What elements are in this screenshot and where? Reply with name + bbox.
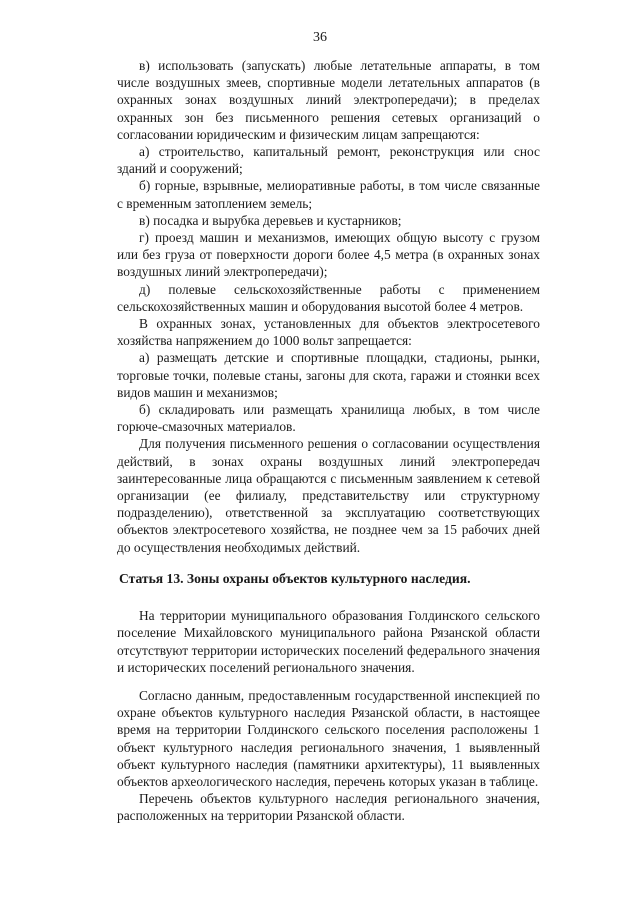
section-heading: Статья 13. Зоны охраны объектов культурного наследия. [119, 570, 471, 586]
paragraph-item-a-playgrounds: а) размещать детские и спортивные площадки, стадионы, рынки, торговые точки, полевые станы, загоны для скота, гаражи и стоянки всех видов машин и механизмов; [117, 350, 540, 400]
paragraph-written-decision: Для получения письменного решения о согласовании осуществления действий, в зонах охраны воздушных линий электропередач заинтересованные лица обращаются с письменным заявлением к сетевой организации (ее филиалу, представительству или структурному подразделению), ответственной за эксплуатацию соответствующих объектов электросетевого хозяйства, не позднее чем за 15 рабочих дней до осуществления необходимых действий. [117, 436, 540, 555]
paragraph-item-a-construction: а) строительство, капитальный ремонт, реконструкция или снос зданий и сооружений; [117, 144, 540, 177]
paragraph-inspection-data: Согласно данным, предоставленным государственной инспекцией по охране объектов культурного наследия Рязанской области, в настоящее время на территории Голдинского сельского поселения расположены 1 объект культурного наследия регионального значения, 1 выявленный объект культурного наследия (памятники архитектуры), 11 выявленных объектов археологического наследия, перечень которых указан в таблице. [117, 687, 540, 789]
paragraph-gap [117, 676, 540, 687]
paragraph-item-g-vehicles: г) проезд машин и механизмов, имеющих общую высоту с грузом или без груза от поверхности дороги более 4,5 метра (в охранных зонах воздушных линий электропередачи); [117, 230, 540, 280]
paragraph-item-d-field-works: д) полевые сельскохозяйственные работы с применением сельскохозяйственных машин и оборудования высотой более 4 метров. [117, 281, 540, 314]
paragraph-1000v-zones: В охранных зонах, установленных для объектов электросетевого хозяйства напряжением до 1000 вольт запрещается: [117, 316, 540, 349]
paragraph-item-b-mining: б) горные, взрывные, мелиоративные работы, в том числе связанные с временным затоплением земель; [117, 178, 540, 211]
page-number: 36 [313, 30, 327, 45]
paragraph-item-b-storage: б) складировать или размещать хранилища любых, в том числе горюче-смазочных материалов. [117, 402, 540, 435]
paragraph-item-v-use-aircraft: в) использовать (запускать) любые летательные аппараты, в том числе воздушных змеев, спортивные модели летательных аппаратов (в охранных зонах воздушных линий электропередачи); в пределах охранных зон без письменного решения сетевых организаций о согласовании юридическим и физическим лицам запрещаются: [117, 58, 540, 142]
paragraph-item-v-planting: в) посадка и вырубка деревьев и кустарников; [139, 212, 402, 228]
document-body [117, 57, 540, 825]
paragraph-heritage-list: Перечень объектов культурного наследия регионального значения, расположенных на территории Рязанской области. [117, 791, 540, 824]
paragraph-historic-settlements: На территории муниципального образования Голдинского сельского поселение Михайловского муниципального района Рязанской области отсутствуют территории исторических поселений федерального значения и исторических поселений регионального значения. [117, 608, 540, 675]
